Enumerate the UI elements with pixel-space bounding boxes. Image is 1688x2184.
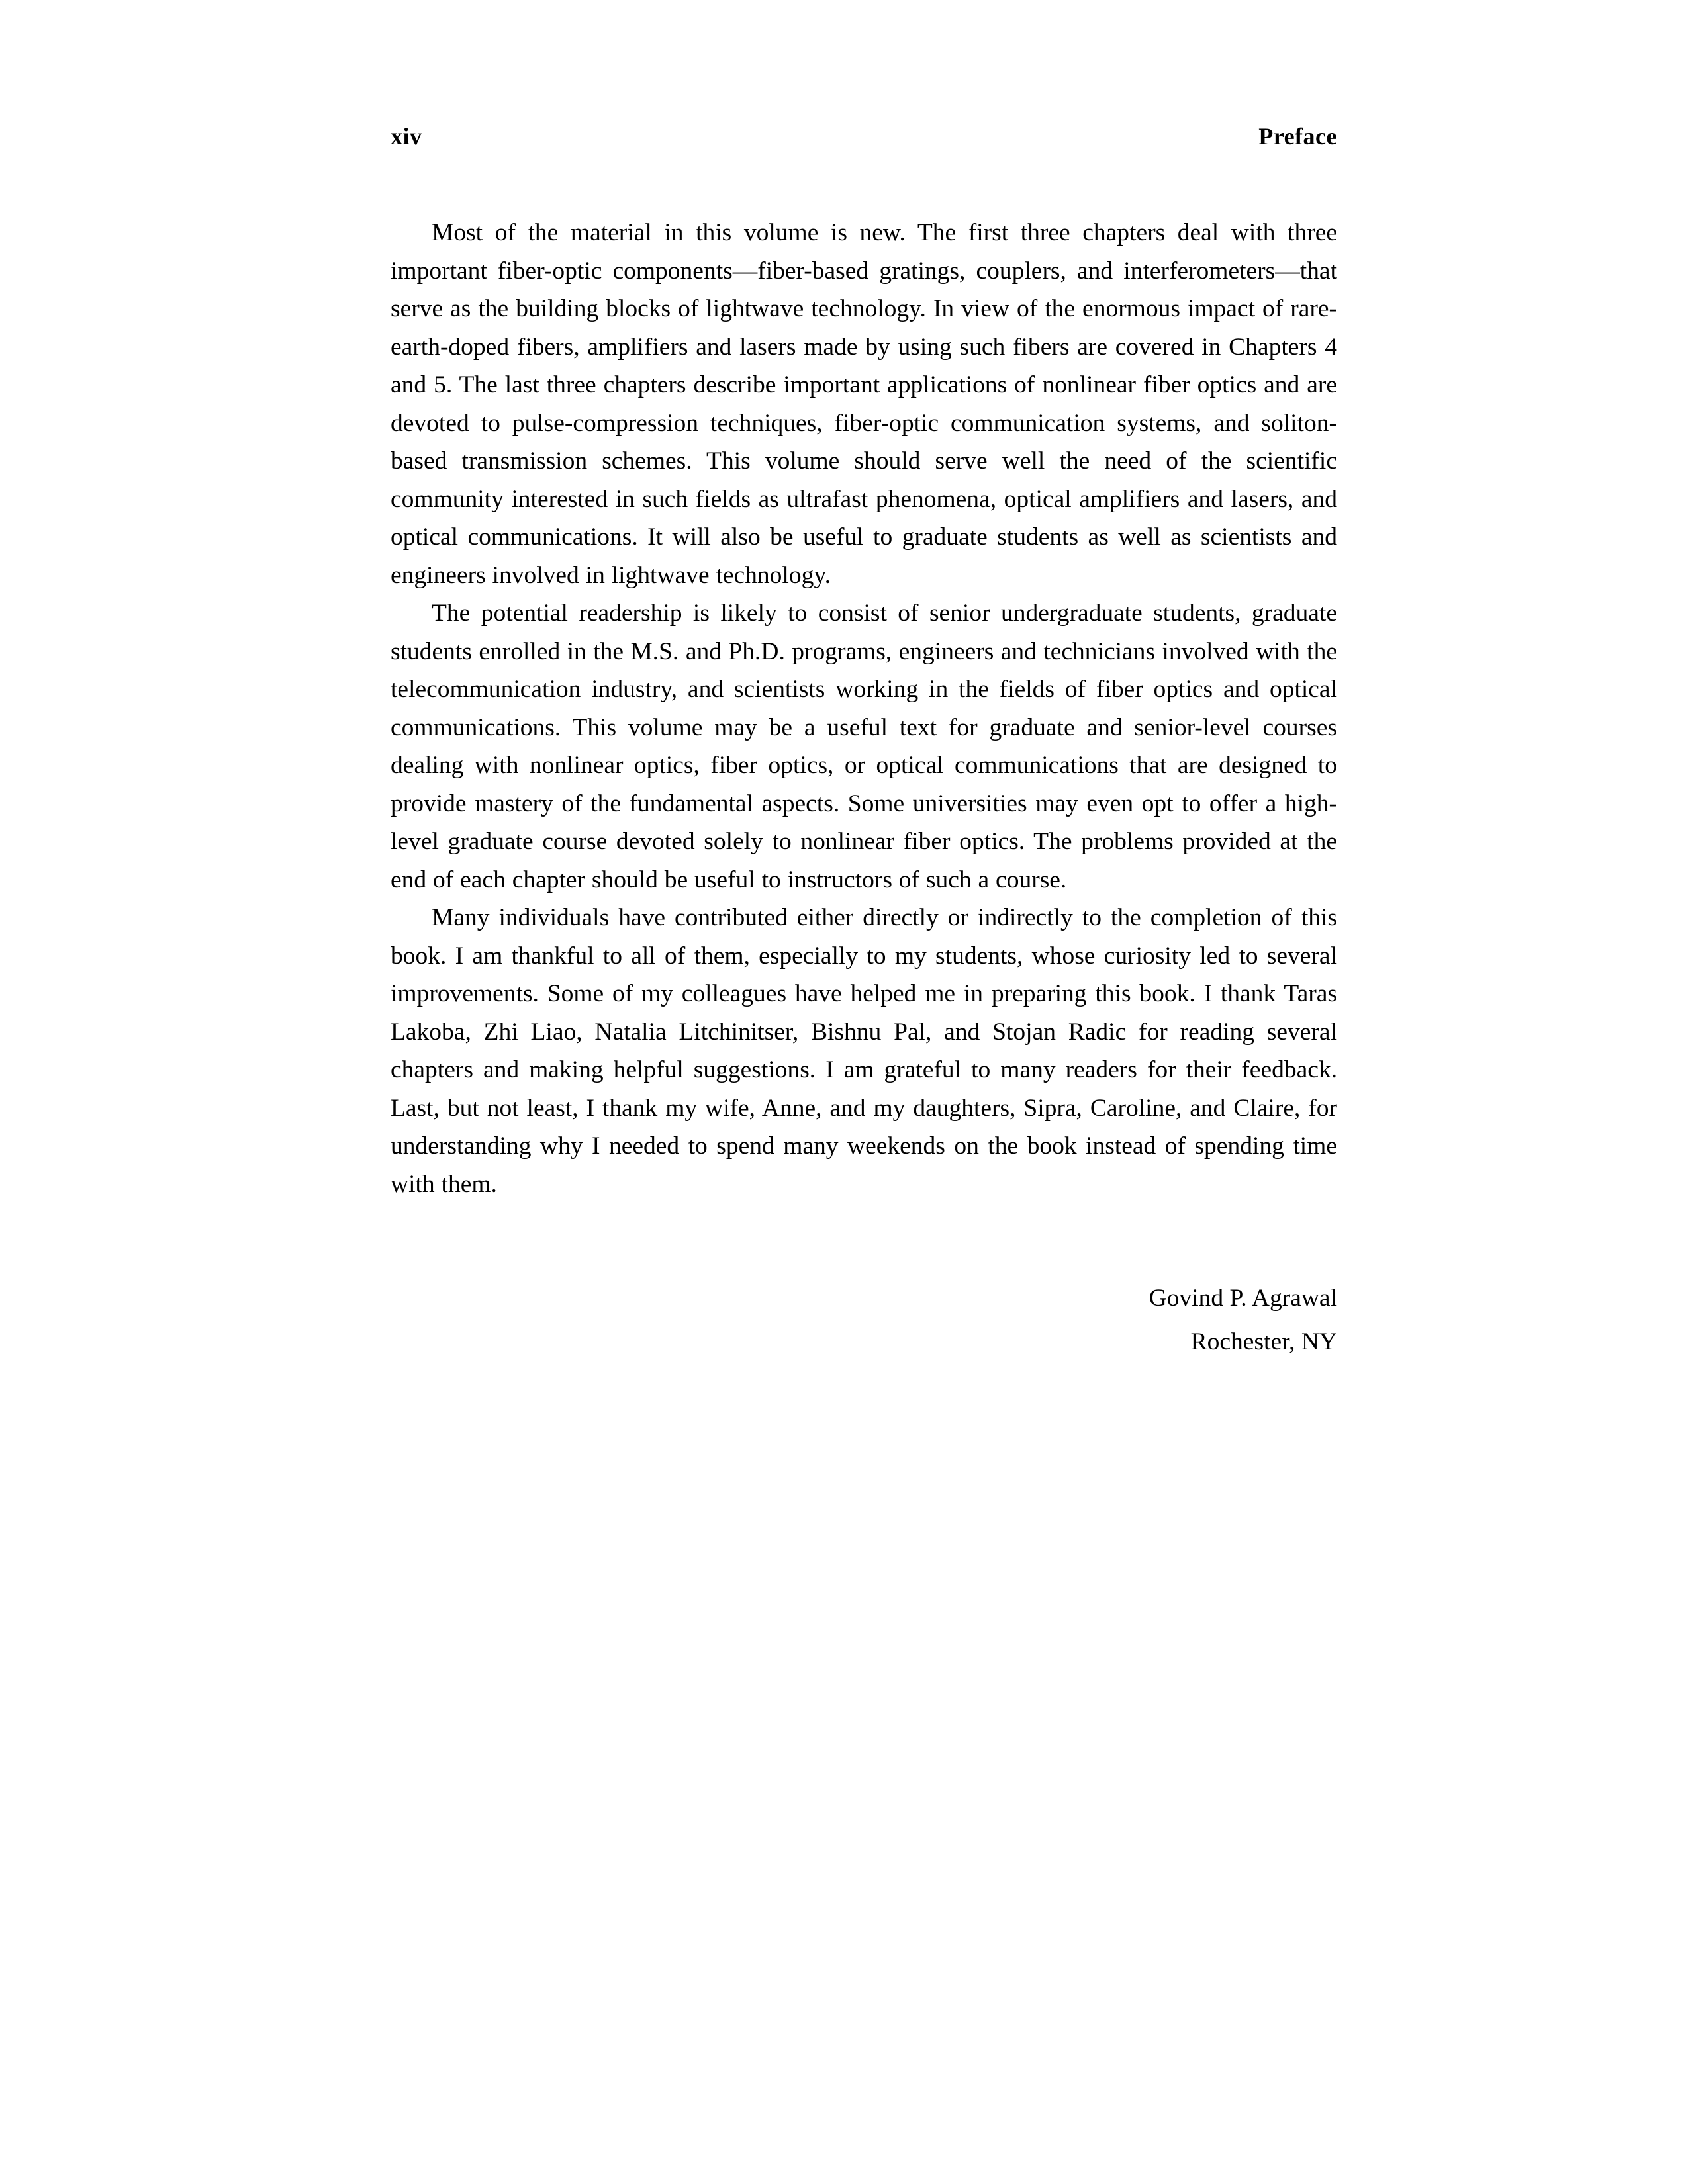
running-head <box>391 122 1337 150</box>
body-paragraph: Many individuals have contributed either directly or indirectly to the completion of this book. I am thankful to all of them, especially to my students, whose curiosity led to several improvements. Some of my colleagues have helped me in preparing this book. I thank Taras Lakoba, Zhi Liao, Natalia Litchinitser, Bishnu Pal, and Stojan Radic for reading several chapters and making helpful suggestions. I am grateful to many readers for their feedback. Last, but not least, I thank my wife, Anne, and my daughters, Sipra, Caroline, and Claire, for understanding why I needed to spend many weekends on the book instead of spending time with them. <box>391 904 1337 1198</box>
page-number: xiv <box>391 123 422 150</box>
running-head-title: Preface <box>1258 123 1337 150</box>
signature-author: Govind P. Agrawal <box>1149 1285 1337 1312</box>
body-paragraph: Most of the material in this volume is new. The first three chapters deal with three important fiber-optic components—fiber-based gratings, couplers, and interferometers—that serve as the building blocks of lightwave technology. In view of the enormous impact of rare-earth-doped fibers, amplifiers and lasers made by using such fibers are covered in Chapters 4 and 5. The last three chapters describe important applications of nonlinear fiber optics and are devoted to pulse-compression techniques, fiber-optic communication systems, and soliton-based transmission schemes. This volume should serve well the need of the scientific community interested in such fields as ultrafast phenomena, optical amplifiers and lasers, and optical communications. It will also be useful to graduate students as well as scientists and engineers involved in lightwave technology. <box>391 219 1337 589</box>
signature-block <box>391 1279 1337 1361</box>
signature-location: Rochester, NY <box>1190 1328 1337 1355</box>
page-content <box>391 122 1337 1361</box>
body-paragraph: The potential readership is likely to consist of senior undergraduate students, graduate students enrolled in the M.S. and Ph.D. programs, engineers and technicians involved with the telecommunication industry, and scientists working in the fields of fiber optics and optical communications. This volume may be a useful text for graduate and senior-level courses dealing with nonlinear optics, fiber optics, or optical communications that are designed to provide mastery of the fundamental aspects. Some universities may even opt to offer a high-level graduate course devoted solely to nonlinear fiber optics. The problems provided at the end of each chapter should be useful to instructors of such a course. <box>391 600 1337 893</box>
